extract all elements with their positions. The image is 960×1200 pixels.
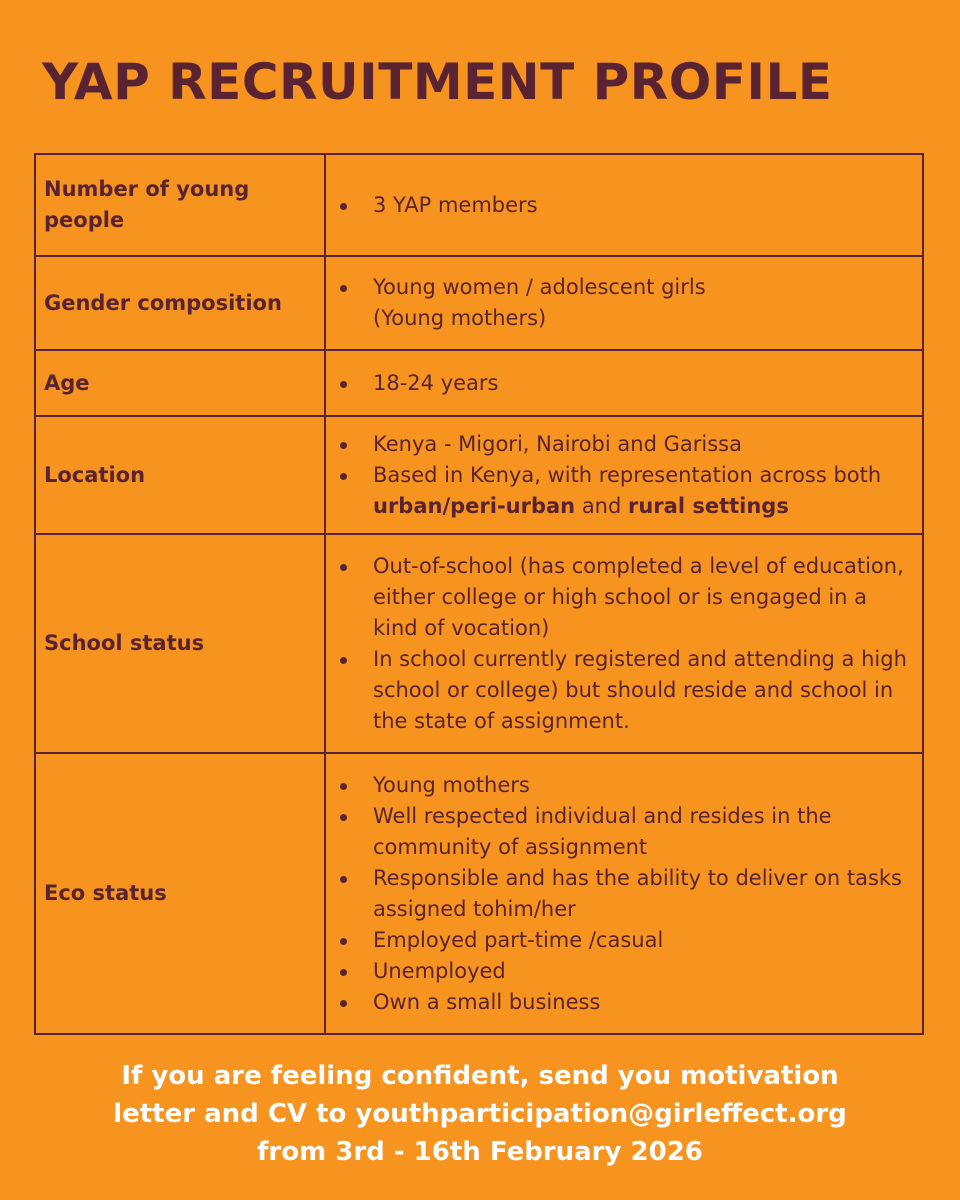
bullet-icon bbox=[340, 783, 347, 790]
row-label-gender-composition: Gender composition bbox=[35, 256, 325, 350]
list-item: Based in Kenya, with representation across both urban/peri-urban and rural settings bbox=[334, 460, 914, 522]
cta-line-1: If you are feeling confident, send you motivation bbox=[121, 1061, 839, 1091]
row-label-age: Age bbox=[35, 350, 325, 416]
row-value-location bbox=[325, 416, 923, 534]
list-item: Responsible and has the ability to deliver on tasks assigned tohim/her bbox=[334, 863, 914, 925]
row-label-eco-status: Eco status bbox=[35, 753, 325, 1034]
row-value-school-status bbox=[325, 534, 923, 753]
bullet-icon bbox=[340, 1000, 347, 1007]
bullet-icon bbox=[340, 381, 347, 388]
row-value-gender-composition bbox=[325, 256, 923, 350]
table-row bbox=[35, 154, 923, 256]
call-to-action bbox=[0, 1057, 960, 1171]
bullet-icon bbox=[340, 564, 347, 571]
list-item: Out-of-school (has completed a level of education, either college or high school or is engaged in a kind of vocation) bbox=[334, 551, 914, 644]
list-item: Young women / adolescent girls (Young mothers) bbox=[334, 272, 914, 334]
table-row bbox=[35, 753, 923, 1034]
list-item: Own a small business bbox=[334, 987, 914, 1018]
list-item: Unemployed bbox=[334, 956, 914, 987]
urban-emphasis: urban/peri-urban bbox=[373, 493, 576, 518]
page-title: YAP RECRUITMENT PROFILE bbox=[42, 53, 833, 111]
list-item: 18-24 years bbox=[334, 368, 914, 399]
bullet-icon bbox=[340, 876, 347, 883]
table-row bbox=[35, 416, 923, 534]
bullet-icon bbox=[340, 938, 347, 945]
row-value-number-of-young-people bbox=[325, 154, 923, 256]
row-label-number-of-young-people: Number of young people bbox=[35, 154, 325, 256]
table-row bbox=[35, 534, 923, 753]
list-item: 3 YAP members bbox=[334, 190, 914, 221]
row-value-eco-status bbox=[325, 753, 923, 1034]
bullet-icon bbox=[340, 969, 347, 976]
profile-table bbox=[34, 153, 924, 1035]
row-label-location: Location bbox=[35, 416, 325, 534]
bullet-icon bbox=[340, 657, 347, 664]
bullet-icon bbox=[340, 203, 347, 210]
rural-emphasis: rural settings bbox=[628, 493, 789, 518]
list-item: Kenya - Migori, Nairobi and Garissa bbox=[334, 429, 914, 460]
bullet-icon bbox=[340, 473, 347, 480]
list-item: In school currently registered and attending a high school or college) but should reside and school in the state of assignment. bbox=[334, 644, 914, 737]
table-row bbox=[35, 256, 923, 350]
table-row bbox=[35, 350, 923, 416]
cta-line-3: from 3rd - 16th February 2026 bbox=[257, 1137, 703, 1167]
bullet-icon bbox=[340, 442, 347, 449]
list-item: Well respected individual and resides in the community of assignment bbox=[334, 801, 914, 863]
bullet-icon bbox=[340, 285, 347, 292]
row-label-school-status: School status bbox=[35, 534, 325, 753]
cta-line-2: letter and CV to youthparticipation@girleffect.org bbox=[113, 1099, 847, 1129]
row-value-age bbox=[325, 350, 923, 416]
list-item: Young mothers bbox=[334, 770, 914, 801]
bullet-icon bbox=[340, 814, 347, 821]
list-item: Employed part-time /casual bbox=[334, 925, 914, 956]
